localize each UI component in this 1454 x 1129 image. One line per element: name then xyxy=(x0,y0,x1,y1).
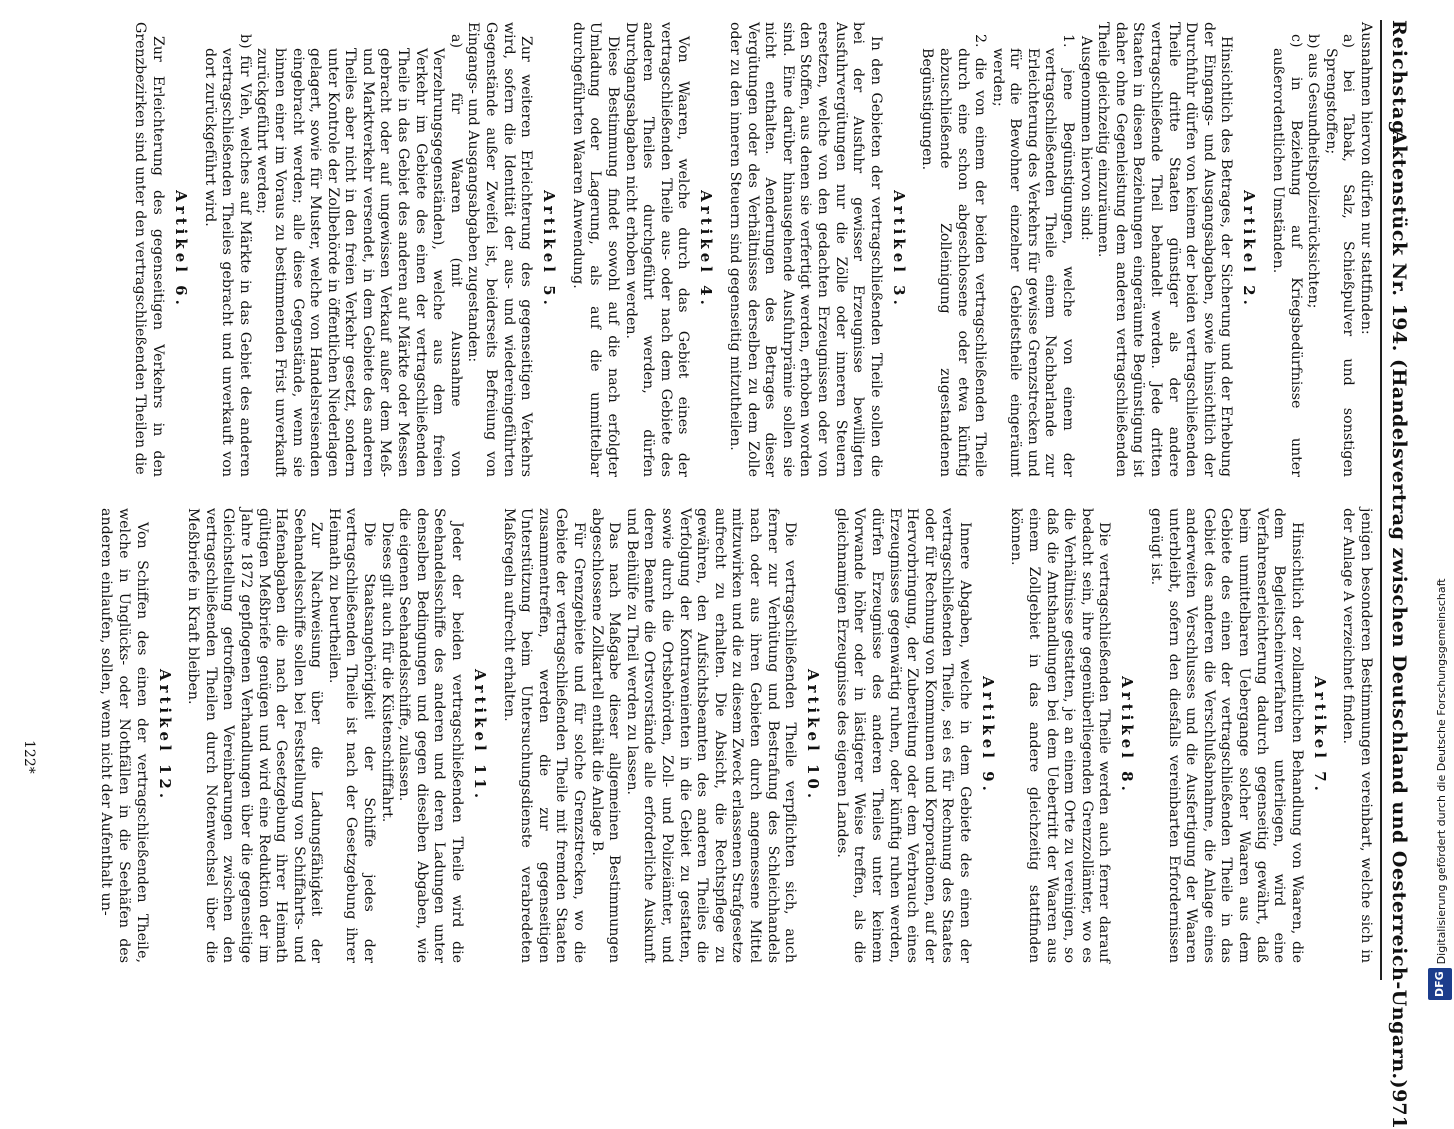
list-item: 1. jene Begünstigungen, welche von einem der vertragschließenden Theile einem Nachbarlande zur Erleichterung des Verkehrs für gewisse Grenzstrecken und für die Bewohner einzelner Gebietstheile eingeräumt werden; xyxy=(989,34,1077,477)
paragraph: Ausnahmen hiervon dürfen nur stattfinden: xyxy=(1358,22,1374,335)
article-heading: Artikel 9. xyxy=(978,676,997,795)
text-column-left xyxy=(44,22,1374,477)
list-item: 2. die von einem der beiden vertragschließenden Theile durch eine schon abgeschlossene oder etwa künftig abzuschließende Zolleinigung zugestandenen Begünstigungen. xyxy=(919,34,989,477)
article-heading: Artikel 4. xyxy=(697,190,716,309)
article-heading: Artikel 12. xyxy=(155,668,174,803)
list-item: a) für Waaren (mit Ausnahme von Verzehrungsgegenständen), welche aus dem freien Verkehr im Gebiete des einen der vertragschließenden Theile in das Gebiet des anderen auf Märkte oder Messen gebracht oder auf ungewissen Verkauf außer dem Meß- und Marktverkehr versendet, in dem Gebiete des anderen Theiles aber nicht in den freien Verkehr gesetzt, sondern unter Kontrole der Zollbehörde in öffentlichen Niederlagen gelagert, sowie für Muster, welche von Handelsreisenden eingebracht werden; alle diese Gegenstände, wenn sie binnen einer im Voraus zu bestimmenden Frist unverkauft zurückgeführt werden; xyxy=(254,34,464,477)
paragraph: Von Schiffen des einen der vertragschließenden Theile, welche in Unglücks- oder Nothfällen in die Seehäfen des anderen einlaufen, sollen, wenn nicht der Aufenthalt un- xyxy=(98,508,150,963)
digitization-footnote xyxy=(1404,140,1448,1000)
paragraph: Dieses gilt auch für die Küstenschifffahrt. xyxy=(378,522,395,823)
paragraph: Die vertragschließenden Theile werden auch ferner darauf bedacht sein, ihre gegenüberliegenden Grenzzollämter, wo es die Verhältnisse gestatten, je an einem Orte zu vereinigen, so daß die Amtshandlungen bei dem Uebertritt der Waaren aus einem Zollgebiet in das andere gleichzeitig stattfinden können. xyxy=(1008,508,1113,963)
list-item: b) für Vieh, welches auf Märkte in das Gebiet des anderen vertragschließenden Theiles gebracht und unverkauft von dort zurückgeführt wird. xyxy=(201,34,253,477)
list-item: a) bei Tabak, Salz, Schießpulver und sonstigen Sprengstoffen; xyxy=(1322,34,1357,477)
paragraph: Jeder der beiden vertragschließenden Theile wird die Seehandelsschiffe des anderen und deren Ladungen unter denselben Bedingungen und gegen dieselben Abgaben, wie die eigenen Seehandelsschiffe, zulassen. xyxy=(396,508,466,963)
article-heading: Artikel 6. xyxy=(171,190,190,309)
signature-mark: 122* xyxy=(21,740,37,774)
article-heading: Artikel 10. xyxy=(804,668,823,803)
paragraph: Von Waaren, welche durch das Gebiet eines der vertragschließenden Theile aus- oder nach dem Gebiete des anderen Theiles durchgeführt werden, dürfen Durchgangsabgaben nicht erhoben werden. xyxy=(622,22,692,477)
paragraph: Hinsichtlich der zollamtlichen Behandlung von Waaren, die dem Begleitscheinverfahren unterliegen, wird eine Verfahrenserleichterung dadurch gegenseitig gewährt, daß beim unmittelbaren Uebergange solcher Waaren aus dem Gebiete des einen der vertragschließenden Theile in das Gebiet des anderen die Verschlußabnahme, die Anlage eines anderweiten Verschlusses und die Ausfertigung der Waaren unterbleibt, sofern den diesfalls vereinbarten Erfordernissen genügt ist. xyxy=(1148,508,1305,963)
paragraph: Zur Nachweisung über die Ladungsfähigkeit der Seehandelsschiffe sollen bei Feststellung von Schiffahrts- und Hafenabgaben die nach der Gesetzgebung ihrer Heimath gültigen Meßbriefe genügen und wird eine Reduktion der im Jahre 1872 gepflogenen Verhandlungen über die gegenseitige Gleichstellung getroffenen Vereinbarungen zwischen den vertragschließenden Theilen durch Notenwechsel über die Meßbriefe in Kraft bleiben. xyxy=(185,508,325,963)
paragraph: Hinsichtlich des Betrages, der Sicherung und der Erhebung der Eingangs- und Ausgangsabgaben, sowie hinsichtlich der Durchfuhr dürfen von keinem der beiden vertragschließenden Theile dritte Staaten günstiger als der andere vertragschließende Theil behandelt werden. Jede dritten Staaten in diesen Beziehungen eingeräumte Begünstigung ist daher ohne Gegenleistung dem anderen vertragschließenden Theile gleichzeitig einzuräumen. xyxy=(1095,22,1235,477)
paragraph: Die Staatsangehörigkeit der Schiffe jedes der vertragschließenden Theile ist nach der Gesetzgebung ihrer Heimath zu beurtheilen. xyxy=(325,508,378,963)
article-heading: Artikel 7. xyxy=(1310,676,1329,795)
footnote-text: Digitalisierung gefördert durch die Deutsche Forschungsgemeinschaft xyxy=(1434,578,1448,965)
article-heading: Artikel 2. xyxy=(1240,190,1259,309)
dfg-logo-icon: DFG xyxy=(1428,968,1452,1000)
paragraph: Das nach Maßgabe dieser allgemeinen Bestimmungen abgeschlossene Zollkartell enthält die Anlage B. xyxy=(588,508,623,963)
article-heading: Artikel 11. xyxy=(471,668,490,803)
paragraph: Innere Abgaben, welche in dem Gebiete des einen der vertragschließenden Theile, sei es für Rechnung des Staates oder für Rechnung von Kommunen und Korporationen, auf der Hervorbringung, der Zubereitung oder dem Verbrauch eines Erzeugnisses gegenwärtig ruhen, oder künftig ruhen werden, dürfen Erzeugnisse des anderen Theiles unter keinem Vorwande höher oder in lästigerer Weise treffen, als die gleichnamigen Erzeugnisse des eigenen Landes. xyxy=(833,508,973,963)
header-left: Reichstag. xyxy=(1388,20,1410,143)
paragraph: Ausgenommen hiervon sind: xyxy=(1077,36,1094,241)
paragraph: jenigen besonderen Bestimmungen vereinbart, welche sich in der Anlage A verzeichnet finden. xyxy=(1340,508,1374,963)
article-heading: Artikel 5. xyxy=(540,190,559,309)
paragraph: Für Grenzgebiete und für solche Grenzstrecken, wo die Gebiete der vertragschließenden Theile mit fremden Staaten zusammentreffen, werden die zur gegenseitigen Unterstützung beim Untersuchungsdienste verabredeten Maßregeln aufrecht erhalten. xyxy=(500,508,588,963)
list-item: c) in Beziehung auf Kriegsbedürfnisse unter außerordentlichen Umständen. xyxy=(1270,34,1304,477)
paragraph: Zur Erleichterung des gegenseitigen Verkehrs in den Grenzbezirken sind unter den vertragschließenden Theilen die xyxy=(132,22,166,477)
paragraph: Die vertragschließenden Theile verpflichten sich, auch ferner zur Verhütung und Bestrafung des Schleichhandels nach oder aus ihren Gebieten durch angemessene Mittel mitzuwirken und die zu diesem Zweck erlassenen Strafgesetze aufrecht zu erhalten. Die Absicht, die Rechtspflege zu gewähren, den Aufsichtsbeamten des anderen Theiles die Verfolgung der Kontravenienten in die Gebiet zu gestatten, sowie durch die Ortsbehörden, Zoll- und Polizeiämter, und deren Beamte die Ortsvorstände alle erforderliche Auskunft und Beihülfe zu Theil werden zu lassen. xyxy=(623,508,799,963)
list-item: b) aus Gesundheitspolizeirücksichten; xyxy=(1305,34,1322,309)
header-title: Aktenstück Nr. 194. (Handelsvertrag zwischen Deutschland und Oesterreich-Ungarn.) xyxy=(1388,130,1410,1090)
article-heading: Artikel 8. xyxy=(1118,676,1137,795)
text-column-right xyxy=(44,508,1374,963)
article-heading: Artikel 3. xyxy=(889,190,908,309)
paragraph: Zur weiteren Erleichterung des gegenseitigen Verkehrs wird, sofern die Identität der aus- und wiedereingeführten Gegenstände außer Zweifel ist, beiderseits Befreiung von Eingangs- und Ausgangsabgaben zugestanden: xyxy=(465,22,535,477)
page-number: 971 xyxy=(1388,1089,1410,1129)
paragraph: In den Gebieten der vertragschließenden Theile sollen die bei der Ausfuhr gewisser Erzeugnisse bewilligten Ausfuhrvergütungen nur die Zölle oder inneren Steuern ersetzen, welche von den gedachten Erzeugnissen oder von den Stoffen, aus denen sie verfertigt werden, erhoben worden sind. Eine darüber hinausgehende Ausfuhrprämie sollen sie nicht enthalten. Aenderungen des Betrages dieser Vergütungen oder des Verhältnisses derselben zu dem Zolle oder zu den inneren Steuern sind gegenseitig mitzutheilen. xyxy=(727,22,884,477)
paragraph: Diese Bestimmung findet sowohl auf die nach erfolgter Umladung oder Lagerung, als auf die unmittelbar durchgeführten Waaren Anwendung. xyxy=(569,22,622,477)
